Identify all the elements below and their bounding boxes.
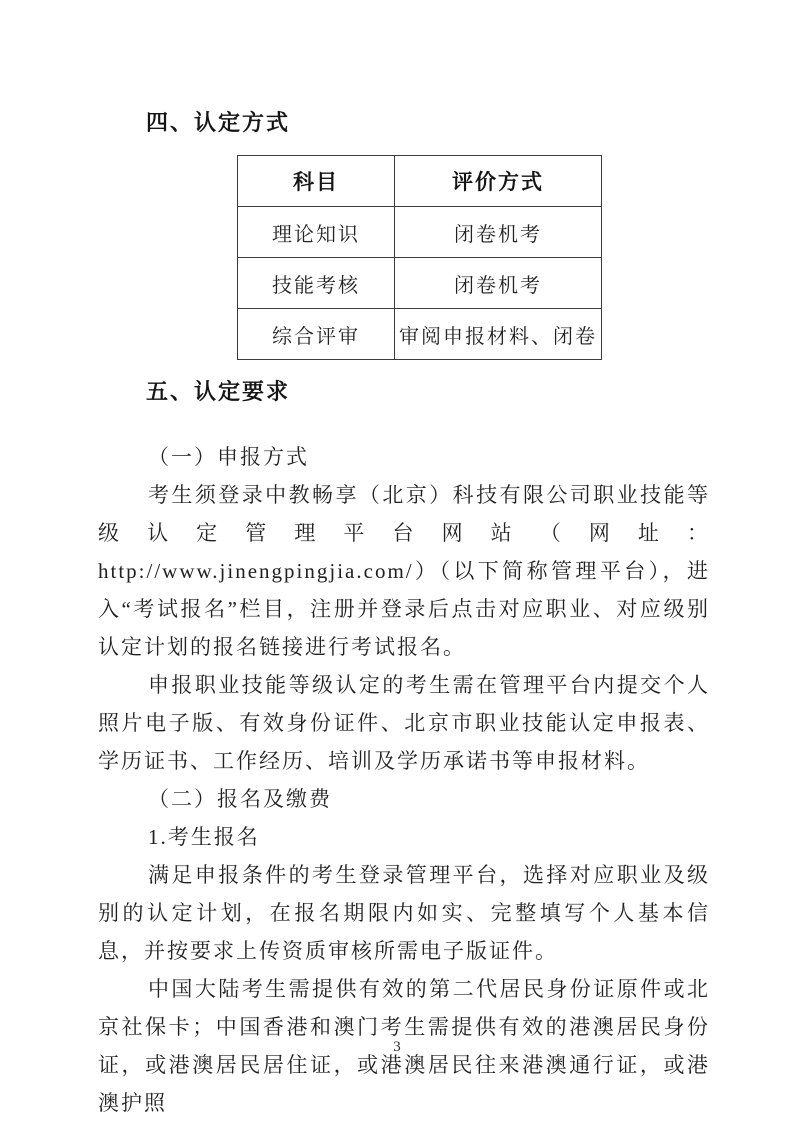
cell-subject: 综合评审 <box>238 309 395 360</box>
cell-subject: 技能考核 <box>238 258 395 309</box>
page-number: 3 <box>393 1039 401 1055</box>
table-row <box>238 309 602 360</box>
cell-method: 闭卷机考 <box>395 207 602 258</box>
evaluation-method-table <box>237 155 602 360</box>
paragraph-application-materials: 申报职业技能等级认定的考生需在管理平台内提交个人照片电子版、有效身份证件、北京市职业技能认定申报表、学历证书、工作经历、培训及学历承诺书等申报材料。 <box>98 673 710 773</box>
column-header-subject: 科目 <box>238 156 395 207</box>
cell-method: 闭卷机考 <box>395 258 602 309</box>
cell-method: 审阅申报材料、闭卷 <box>395 309 602 360</box>
subheading-application-method: （一）申报方式 <box>148 445 309 469</box>
subheading-registration-and-payment: （二）报名及缴费 <box>148 787 332 811</box>
paragraph-identity-documents: 中国大陆考生需提供有效的第二代居民身份证原件或北京社保卡；中国香港和澳门考生需提供有效的港澳居民身份证，或港澳居民居住证，或港澳居民往来港澳通行证，或港澳护照 <box>98 977 710 1115</box>
column-header-evaluation-method: 评价方式 <box>395 156 602 207</box>
table-row <box>238 258 602 309</box>
section-4-heading: 四、认定方式 <box>146 110 291 135</box>
table-header-row <box>238 156 602 207</box>
cell-subject: 理论知识 <box>238 207 395 258</box>
subheading-candidate-registration: 1.考生报名 <box>148 825 260 849</box>
table-row <box>238 207 602 258</box>
paragraph-platform-registration: 考生须登录中教畅享（北京）科技有限公司职业技能等级认定管理平台网站（网址：http://www.jinengpingjia.com/）（以下简称管理平台），进入“考试报名”栏目，注册并登录后点击对应职业、对应级别认定计划的报名链接进行考试报名。 <box>98 483 710 659</box>
paragraph-registration-requirements: 满足申报条件的考生登录管理平台，选择对应职业及级别的认定计划，在报名期限内如实、完整填写个人基本信息，并按要求上传资质审核所需电子版证件。 <box>98 863 710 963</box>
section-5-heading: 五、认定要求 <box>146 379 291 404</box>
